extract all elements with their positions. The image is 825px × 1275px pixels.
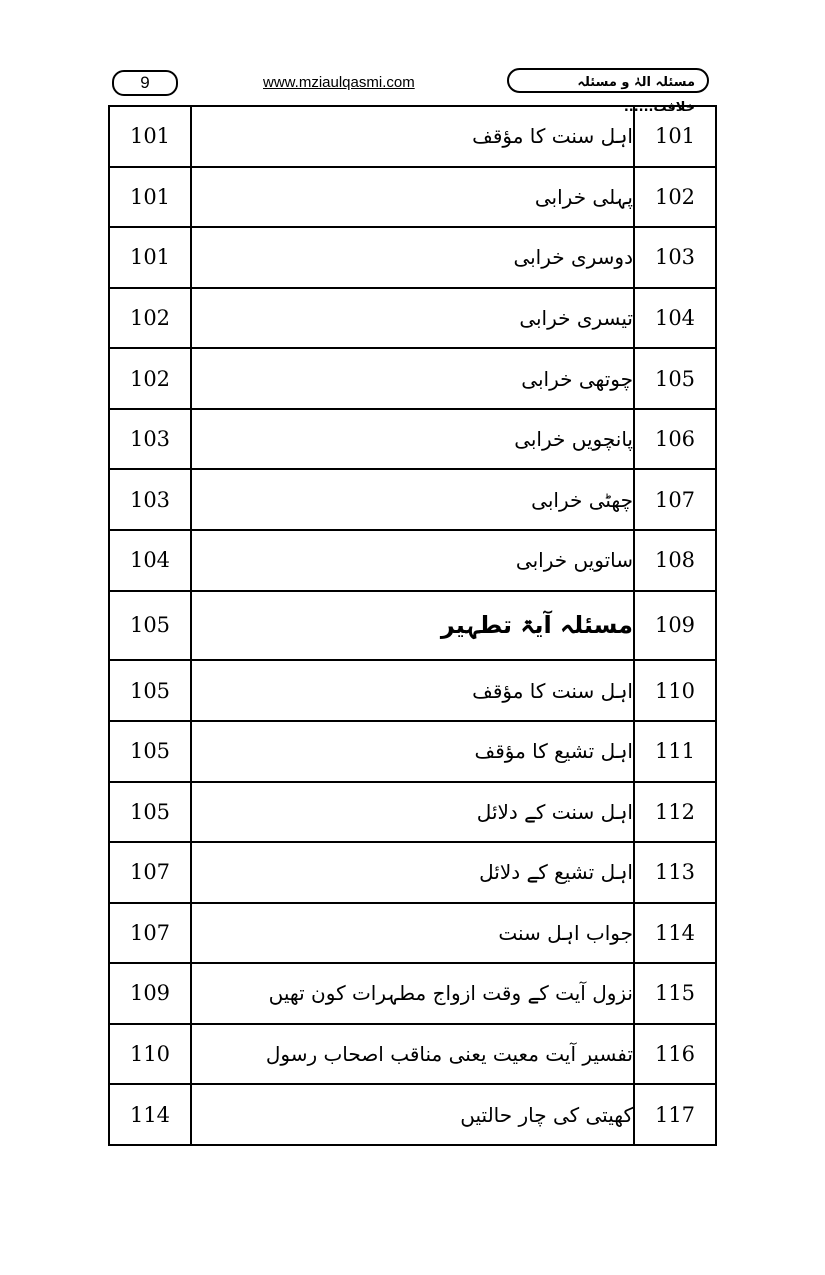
table-row <box>109 288 716 349</box>
title-cell: نزول آیت کے وقت ازواج مطہرات کون تھیں <box>191 963 634 1024</box>
table-row <box>109 903 716 964</box>
serial-number-cell: 103 <box>634 227 716 288</box>
page-number-cell: 103 <box>109 469 191 530</box>
serial-number-cell: 101 <box>634 106 716 167</box>
serial-number-cell: 110 <box>634 660 716 721</box>
title-cell: ساتویں خرابی <box>191 530 634 591</box>
page-number-cell: 105 <box>109 660 191 721</box>
serial-number-cell: 112 <box>634 782 716 843</box>
table-row <box>109 782 716 843</box>
table-row <box>109 721 716 782</box>
page-number-cell: 101 <box>109 106 191 167</box>
table-row <box>109 106 716 167</box>
table-row <box>109 167 716 228</box>
page-number-cell: 104 <box>109 530 191 591</box>
page-number-cell: 101 <box>109 227 191 288</box>
table-row <box>109 409 716 470</box>
section-heading-cell: مسئلہ آیۃ تطہیر <box>191 591 634 661</box>
serial-number-cell: 113 <box>634 842 716 903</box>
page-number-cell: 105 <box>109 591 191 661</box>
title-cell: اہل سنت کا مؤقف <box>191 106 634 167</box>
table-row <box>109 348 716 409</box>
title-cell: کھیتی کی چار حالتیں <box>191 1084 634 1145</box>
title-cell: چوتھی خرابی <box>191 348 634 409</box>
page-number-cell: 105 <box>109 721 191 782</box>
page-number-cell: 107 <box>109 903 191 964</box>
title-cell: تیسری خرابی <box>191 288 634 349</box>
title-cell: جواب اہل سنت <box>191 903 634 964</box>
table-row <box>109 1024 716 1085</box>
page-number-cell: 107 <box>109 842 191 903</box>
table-row <box>109 591 716 661</box>
title-cell: اہل تشیع کا مؤقف <box>191 721 634 782</box>
toc-body <box>109 106 716 1145</box>
page-number-cell: 103 <box>109 409 191 470</box>
table-row <box>109 660 716 721</box>
serial-number-cell: 108 <box>634 530 716 591</box>
serial-number-cell: 114 <box>634 903 716 964</box>
book-title: مسئلہ الہٰ و مسئلہ خلافت...... <box>507 68 709 93</box>
page-number-cell: 105 <box>109 782 191 843</box>
serial-number-cell: 109 <box>634 591 716 661</box>
page-number-cell: 109 <box>109 963 191 1024</box>
title-cell: چھٹی خرابی <box>191 469 634 530</box>
table-of-contents <box>108 105 717 1146</box>
table-row <box>109 469 716 530</box>
table-row <box>109 1084 716 1145</box>
website-link[interactable]: www.mziaulqasmi.com <box>263 74 415 91</box>
page-number-cell: 110 <box>109 1024 191 1085</box>
table-row <box>109 842 716 903</box>
title-cell: تفسیر آیت معیت یعنی مناقب اصحاب رسول <box>191 1024 634 1085</box>
serial-number-cell: 104 <box>634 288 716 349</box>
serial-number-cell: 115 <box>634 963 716 1024</box>
page-number: 9 <box>112 70 178 96</box>
serial-number-cell: 111 <box>634 721 716 782</box>
page-number-cell: 114 <box>109 1084 191 1145</box>
serial-number-cell: 105 <box>634 348 716 409</box>
serial-number-cell: 117 <box>634 1084 716 1145</box>
title-cell: دوسری خرابی <box>191 227 634 288</box>
serial-number-cell: 116 <box>634 1024 716 1085</box>
page-number-cell: 102 <box>109 348 191 409</box>
title-cell: اہل سنت کا مؤقف <box>191 660 634 721</box>
page-number-cell: 101 <box>109 167 191 228</box>
title-cell: پانچویں خرابی <box>191 409 634 470</box>
table-row <box>109 227 716 288</box>
title-cell: اہل سنت کے دلائل <box>191 782 634 843</box>
serial-number-cell: 107 <box>634 469 716 530</box>
table-row <box>109 530 716 591</box>
title-cell: پہلی خرابی <box>191 167 634 228</box>
serial-number-cell: 106 <box>634 409 716 470</box>
title-cell: اہل تشیع کے دلائل <box>191 842 634 903</box>
table-row <box>109 963 716 1024</box>
page-number-cell: 102 <box>109 288 191 349</box>
serial-number-cell: 102 <box>634 167 716 228</box>
